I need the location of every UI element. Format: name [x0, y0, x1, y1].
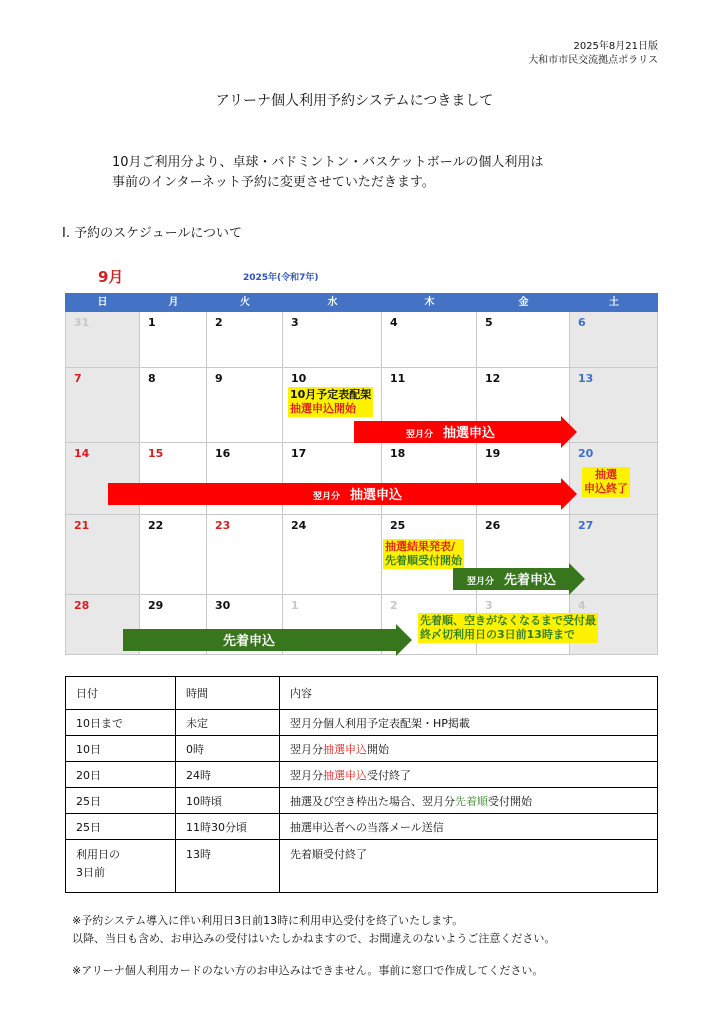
note-results-line: 抽選結果発表/ [385, 540, 456, 553]
day-number: 7 [74, 372, 82, 385]
row-content [280, 762, 658, 788]
page-title: アリーナ個人利用予約システムにつきまして [215, 93, 494, 109]
footnote-line-1: ※予約システム導入に伴い利用日3日前13時に利用申込受付を終了いたします。 [72, 914, 464, 927]
day-number: 2 [215, 316, 223, 329]
day-number: 19 [485, 447, 501, 460]
table-row [66, 788, 658, 814]
weekday-header-5: 金 [477, 293, 570, 312]
calendar-day-cell [207, 312, 283, 368]
intro-paragraph [112, 153, 543, 193]
lottery-arrow-week2-label-main: 抽選申込 [443, 426, 496, 441]
first-come-arrow-week4 [453, 568, 585, 590]
calendar-day-cell [207, 368, 283, 443]
day-number: 30 [215, 599, 231, 612]
calendar-day-cell [570, 368, 658, 443]
calendar-grid [65, 293, 658, 655]
day-number: 24 [291, 519, 307, 532]
weekday-header-6: 土 [570, 293, 658, 312]
lottery-arrow-week3-label [313, 483, 402, 505]
weekday-header-0: 日 [65, 293, 140, 312]
organization-name: 大和市市民交流拠点ポラリス [528, 55, 658, 66]
table-row [66, 762, 658, 788]
row-date: 25日 [66, 788, 176, 814]
day-number: 13 [578, 372, 594, 385]
note-lottery-end [582, 467, 630, 497]
lottery-arrow-week2 [354, 421, 577, 443]
table-header-row [66, 677, 658, 710]
row-time: 0時 [176, 736, 280, 762]
row-date [66, 840, 176, 893]
row-content [280, 710, 658, 736]
lottery-arrow-week2-label-small: 翌月分 [406, 430, 434, 440]
row-content-post: 受付開始 [488, 794, 532, 808]
weekday-header-4: 木 [382, 293, 477, 312]
calendar-day-cell [140, 515, 207, 595]
day-number: 4 [578, 599, 586, 612]
row-time: 10時頃 [176, 788, 280, 814]
day-number: 1 [148, 316, 156, 329]
day-number: 1 [291, 599, 299, 612]
day-number: 17 [291, 447, 307, 460]
footnote-line-3: ※アリーナ個人利用カードのない方のお申込みはできません。事前に窓口で作成してください。 [72, 964, 544, 977]
calendar-day-cell [283, 312, 382, 368]
note-first-come-deadline-line: 先着順、空きがなくなるまで受付最 [420, 614, 596, 627]
row-date: 10日まで [66, 710, 176, 736]
row-content-hl: 抽選申込 [323, 742, 367, 756]
lottery-arrow-week3 [108, 483, 577, 505]
day-number: 3 [291, 316, 299, 329]
row-content-pre: 翌月分 [290, 742, 323, 756]
intro-line-2: 事前のインターネット予約に変更させていただきます。 [112, 175, 435, 190]
lottery-arrow-week2-label [406, 421, 495, 443]
first-come-arrow-week4-label-small: 翌月分 [467, 577, 495, 587]
day-number: 23 [215, 519, 231, 532]
row-content [280, 788, 658, 814]
day-number: 12 [485, 372, 501, 385]
day-number: 25 [390, 519, 406, 532]
row-time: 13時 [176, 840, 280, 893]
day-number: 18 [390, 447, 406, 460]
document-header [0, 40, 658, 68]
day-number: 29 [148, 599, 164, 612]
day-number: 15 [148, 447, 164, 460]
day-number: 9 [215, 372, 223, 385]
lottery-arrow-week3-label-main: 抽選申込 [350, 488, 403, 503]
schedule-table [65, 676, 658, 893]
note-lottery-start [288, 387, 373, 417]
note-lottery-end-line: 申込終了 [584, 482, 628, 495]
row-date: 20日 [66, 762, 176, 788]
row-content-hl: 抽選申込 [323, 768, 367, 782]
calendar-day-cell [65, 515, 140, 595]
row-content-hl: 先着順 [455, 794, 488, 808]
calendar-day-cell [207, 515, 283, 595]
calendar-month: 9月 [98, 268, 124, 286]
calendar-day-cell [65, 368, 140, 443]
row-date-line-2: 3日前 [76, 866, 105, 879]
revision-date: 2025年8月21日版 [573, 41, 658, 52]
row-content [280, 814, 658, 840]
header-content: 内容 [280, 677, 658, 710]
first-come-arrow-week5-label [223, 629, 275, 651]
day-number: 6 [578, 316, 586, 329]
weekday-header-2: 火 [207, 293, 283, 312]
day-number: 10 [291, 372, 307, 385]
calendar-day-cell [140, 368, 207, 443]
table-row [66, 840, 658, 893]
day-number: 21 [74, 519, 90, 532]
note-first-come-deadline-line: 終〆切利用日の3日前13時まで [420, 628, 575, 641]
day-number: 14 [74, 447, 90, 460]
table-row [66, 710, 658, 736]
lottery-arrow-week3-head [561, 478, 577, 510]
day-number: 4 [390, 316, 398, 329]
day-number: 28 [74, 599, 90, 612]
row-content [280, 736, 658, 762]
day-number: 8 [148, 372, 156, 385]
day-number: 31 [74, 316, 90, 329]
calendar-day-cell [140, 312, 207, 368]
calendar-day-cell [283, 515, 382, 595]
footnote-line-2: 以降、当日も含め、お申込みの受付はいたしかねますので、お間違えのないようご注意ください。 [72, 932, 556, 945]
calendar-day-cell [570, 312, 658, 368]
day-number: 27 [578, 519, 594, 532]
row-content-post: 受付終了 [367, 768, 411, 782]
lottery-arrow-week3-label-small: 翌月分 [313, 492, 341, 502]
day-number: 5 [485, 316, 493, 329]
calendar-year: 2025年(令和7年) [243, 273, 319, 283]
note-first-come-deadline [418, 613, 598, 643]
first-come-arrow-week5-label-main: 先着申込 [223, 634, 276, 649]
note-lottery-start-line: 抽選申込開始 [290, 402, 356, 415]
table-row [66, 736, 658, 762]
row-time: 24時 [176, 762, 280, 788]
calendar-day-cell [65, 312, 140, 368]
first-come-arrow-week4-head [569, 563, 585, 595]
first-come-arrow-week4-label-main: 先着申込 [504, 573, 557, 588]
first-come-arrow-week5 [123, 629, 412, 651]
row-date-line-1: 利用日の [76, 848, 120, 861]
footnote-block [72, 912, 555, 948]
first-come-arrow-week5-head [396, 624, 412, 656]
lottery-arrow-week2-head [561, 416, 577, 448]
calendar-day-cell [477, 312, 570, 368]
day-number: 20 [578, 447, 594, 460]
day-number: 16 [215, 447, 231, 460]
header-time: 時間 [176, 677, 280, 710]
day-number: 26 [485, 519, 501, 532]
weekday-header-1: 月 [140, 293, 207, 312]
section-heading: Ⅰ. 予約のスケジュールについて [62, 226, 243, 241]
day-number: 2 [390, 599, 398, 612]
row-time: 11時30分頃 [176, 814, 280, 840]
row-content: 先着順受付終了 [280, 840, 658, 893]
note-lottery-end-line: 抽選 [595, 468, 617, 481]
note-results-line: 先着順受付開始 [385, 554, 462, 567]
table-row [66, 814, 658, 840]
row-content-pre: 翌月分 [290, 768, 323, 782]
weekday-header-3: 水 [283, 293, 382, 312]
row-date: 10日 [66, 736, 176, 762]
row-time: 未定 [176, 710, 280, 736]
row-date: 25日 [66, 814, 176, 840]
header-date: 日付 [66, 677, 176, 710]
row-content-pre: 抽選申込者への当落メール送信 [290, 820, 444, 834]
note-results [383, 539, 464, 569]
note-lottery-start-line: 10月予定表配架 [290, 388, 372, 401]
day-number: 22 [148, 519, 164, 532]
calendar-day-cell [382, 312, 477, 368]
row-content-pre: 翌月分個人利用予定表配架・HP掲載 [290, 716, 470, 730]
intro-line-1: 10月ご利用分より、卓球・バドミントン・バスケットボールの個人利用は [112, 155, 544, 170]
day-number: 3 [485, 599, 493, 612]
row-content-post: 開始 [367, 742, 389, 756]
first-come-arrow-week4-label [467, 568, 556, 590]
row-content-pre: 抽選及び空き枠出た場合、翌月分 [290, 794, 455, 808]
day-number: 11 [390, 372, 406, 385]
